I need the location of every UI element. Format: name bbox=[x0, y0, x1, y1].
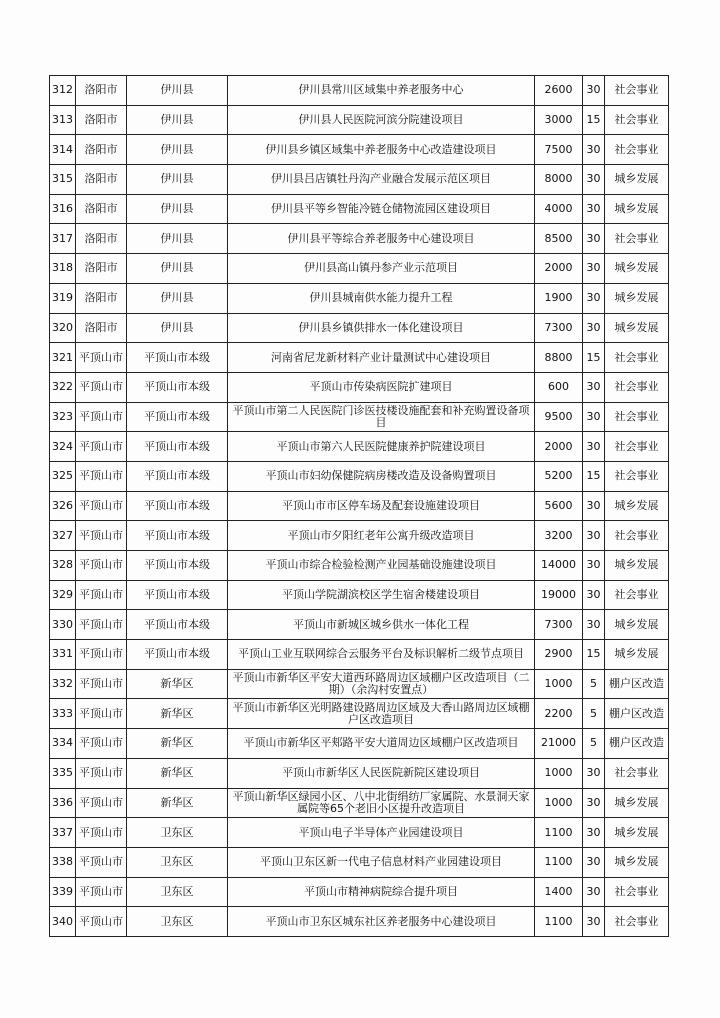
category-cell: 社会事业 bbox=[605, 580, 669, 610]
table-row bbox=[50, 610, 669, 640]
amount-cell: 5600 bbox=[535, 491, 583, 521]
table-row bbox=[50, 699, 669, 729]
term-years-cell: 30 bbox=[583, 758, 605, 788]
row-number-cell: 315 bbox=[50, 165, 76, 195]
project-name-cell: 伊川县乡镇区域集中养老服务中心改造建设项目 bbox=[228, 135, 535, 165]
city-cell: 平顶山市 bbox=[76, 699, 127, 729]
term-years-cell: 30 bbox=[583, 491, 605, 521]
project-name-cell: 伊川县乡镇供排水一体化建设项目 bbox=[228, 313, 535, 343]
row-number-cell: 334 bbox=[50, 729, 76, 759]
city-cell: 洛阳市 bbox=[76, 254, 127, 284]
category-cell: 城乡发展 bbox=[605, 165, 669, 195]
city-cell: 平顶山市 bbox=[76, 402, 127, 432]
term-years-cell: 5 bbox=[583, 729, 605, 759]
category-cell: 社会事业 bbox=[605, 372, 669, 402]
term-years-cell: 30 bbox=[583, 76, 605, 106]
row-number-cell: 339 bbox=[50, 877, 76, 907]
amount-cell: 2000 bbox=[535, 254, 583, 284]
amount-cell: 7500 bbox=[535, 135, 583, 165]
table-row bbox=[50, 283, 669, 313]
table-row bbox=[50, 818, 669, 848]
category-cell: 社会事业 bbox=[605, 461, 669, 491]
amount-cell: 5200 bbox=[535, 461, 583, 491]
project-table bbox=[49, 75, 669, 937]
category-cell: 社会事业 bbox=[605, 432, 669, 462]
term-years-cell: 30 bbox=[583, 432, 605, 462]
table-body bbox=[50, 76, 669, 937]
row-number-cell: 336 bbox=[50, 788, 76, 818]
table-row bbox=[50, 877, 669, 907]
category-cell: 社会事业 bbox=[605, 135, 669, 165]
city-cell: 平顶山市 bbox=[76, 907, 127, 937]
city-cell: 洛阳市 bbox=[76, 224, 127, 254]
table-row bbox=[50, 461, 669, 491]
row-number-cell: 337 bbox=[50, 818, 76, 848]
amount-cell: 4000 bbox=[535, 194, 583, 224]
term-years-cell: 30 bbox=[583, 165, 605, 195]
amount-cell: 1000 bbox=[535, 758, 583, 788]
term-years-cell: 15 bbox=[583, 343, 605, 373]
project-name-cell: 伊川县平等综合养老服务中心建设项目 bbox=[228, 224, 535, 254]
term-years-cell: 5 bbox=[583, 669, 605, 699]
county-cell: 新华区 bbox=[127, 729, 228, 759]
amount-cell: 2200 bbox=[535, 699, 583, 729]
amount-cell: 7300 bbox=[535, 610, 583, 640]
category-cell: 城乡发展 bbox=[605, 610, 669, 640]
table-row bbox=[50, 729, 669, 759]
table-row bbox=[50, 254, 669, 284]
category-cell: 城乡发展 bbox=[605, 551, 669, 581]
amount-cell: 1900 bbox=[535, 283, 583, 313]
category-cell: 棚户区改造 bbox=[605, 699, 669, 729]
table-row bbox=[50, 432, 669, 462]
county-cell: 平顶山市本级 bbox=[127, 521, 228, 551]
city-cell: 平顶山市 bbox=[76, 729, 127, 759]
row-number-cell: 320 bbox=[50, 313, 76, 343]
county-cell: 平顶山市本级 bbox=[127, 640, 228, 670]
table-row bbox=[50, 194, 669, 224]
amount-cell: 1000 bbox=[535, 669, 583, 699]
county-cell: 卫东区 bbox=[127, 847, 228, 877]
project-name-cell: 河南省尼龙新材料产业计量测试中心建设项目 bbox=[228, 343, 535, 373]
amount-cell: 1400 bbox=[535, 877, 583, 907]
row-number-cell: 326 bbox=[50, 491, 76, 521]
row-number-cell: 325 bbox=[50, 461, 76, 491]
city-cell: 平顶山市 bbox=[76, 640, 127, 670]
term-years-cell: 30 bbox=[583, 283, 605, 313]
city-cell: 平顶山市 bbox=[76, 847, 127, 877]
project-name-cell: 伊川县人民医院河滨分院建设项目 bbox=[228, 105, 535, 135]
term-years-cell: 30 bbox=[583, 372, 605, 402]
term-years-cell: 15 bbox=[583, 461, 605, 491]
row-number-cell: 335 bbox=[50, 758, 76, 788]
amount-cell: 2900 bbox=[535, 640, 583, 670]
project-name-cell: 平顶山市精神病院综合提升项目 bbox=[228, 877, 535, 907]
amount-cell: 14000 bbox=[535, 551, 583, 581]
project-name-cell: 平顶山市综合检验检测产业园基础设施建设项目 bbox=[228, 551, 535, 581]
row-number-cell: 317 bbox=[50, 224, 76, 254]
city-cell: 平顶山市 bbox=[76, 580, 127, 610]
category-cell: 社会事业 bbox=[605, 224, 669, 254]
term-years-cell: 30 bbox=[583, 551, 605, 581]
county-cell: 平顶山市本级 bbox=[127, 372, 228, 402]
project-name-cell: 平顶山卫东区新一代电子信息材料产业园建设项目 bbox=[228, 847, 535, 877]
amount-cell: 2600 bbox=[535, 76, 583, 106]
row-number-cell: 338 bbox=[50, 847, 76, 877]
county-cell: 平顶山市本级 bbox=[127, 343, 228, 373]
table-row bbox=[50, 402, 669, 432]
project-name-cell: 平顶山市第六人民医院健康养护院建设项目 bbox=[228, 432, 535, 462]
project-name-cell: 平顶山市市区停车场及配套设施建设项目 bbox=[228, 491, 535, 521]
county-cell: 伊川县 bbox=[127, 313, 228, 343]
amount-cell: 3200 bbox=[535, 521, 583, 551]
row-number-cell: 322 bbox=[50, 372, 76, 402]
term-years-cell: 30 bbox=[583, 521, 605, 551]
row-number-cell: 328 bbox=[50, 551, 76, 581]
row-number-cell: 329 bbox=[50, 580, 76, 610]
table-row bbox=[50, 669, 669, 699]
category-cell: 棚户区改造 bbox=[605, 729, 669, 759]
project-name-cell: 伊川县城南供水能力提升工程 bbox=[228, 283, 535, 313]
county-cell: 伊川县 bbox=[127, 135, 228, 165]
amount-cell: 3000 bbox=[535, 105, 583, 135]
county-cell: 伊川县 bbox=[127, 105, 228, 135]
table-row bbox=[50, 758, 669, 788]
table-row bbox=[50, 135, 669, 165]
row-number-cell: 323 bbox=[50, 402, 76, 432]
city-cell: 平顶山市 bbox=[76, 758, 127, 788]
term-years-cell: 30 bbox=[583, 402, 605, 432]
project-name-cell: 平顶山市第二人民医院门诊医技楼设施配套和补充购置设备项目 bbox=[228, 402, 535, 432]
table-row bbox=[50, 580, 669, 610]
category-cell: 城乡发展 bbox=[605, 283, 669, 313]
table-row bbox=[50, 788, 669, 818]
term-years-cell: 30 bbox=[583, 194, 605, 224]
project-name-cell: 平顶山市夕阳红老年公寓升级改造项目 bbox=[228, 521, 535, 551]
city-cell: 洛阳市 bbox=[76, 313, 127, 343]
county-cell: 伊川县 bbox=[127, 194, 228, 224]
project-name-cell: 平顶山市新华区平郏路平安大道周边区域棚户区改造项目 bbox=[228, 729, 535, 759]
county-cell: 伊川县 bbox=[127, 165, 228, 195]
city-cell: 平顶山市 bbox=[76, 461, 127, 491]
amount-cell: 600 bbox=[535, 372, 583, 402]
project-name-cell: 平顶山市卫东区城东社区养老服务中心建设项目 bbox=[228, 907, 535, 937]
category-cell: 城乡发展 bbox=[605, 491, 669, 521]
table-row bbox=[50, 847, 669, 877]
term-years-cell: 30 bbox=[583, 313, 605, 343]
city-cell: 平顶山市 bbox=[76, 491, 127, 521]
project-name-cell: 平顶山学院湖滨校区学生宿舍楼建设项目 bbox=[228, 580, 535, 610]
amount-cell: 1100 bbox=[535, 847, 583, 877]
table-row bbox=[50, 224, 669, 254]
table-row bbox=[50, 521, 669, 551]
county-cell: 新华区 bbox=[127, 758, 228, 788]
project-name-cell: 伊川县平等乡智能冷链仓储物流园区建设项目 bbox=[228, 194, 535, 224]
category-cell: 城乡发展 bbox=[605, 818, 669, 848]
amount-cell: 9500 bbox=[535, 402, 583, 432]
row-number-cell: 312 bbox=[50, 76, 76, 106]
project-name-cell: 伊川县高山镇丹参产业示范项目 bbox=[228, 254, 535, 284]
term-years-cell: 30 bbox=[583, 580, 605, 610]
city-cell: 洛阳市 bbox=[76, 105, 127, 135]
row-number-cell: 327 bbox=[50, 521, 76, 551]
table-row bbox=[50, 491, 669, 521]
city-cell: 洛阳市 bbox=[76, 283, 127, 313]
amount-cell: 1100 bbox=[535, 907, 583, 937]
project-name-cell: 平顶山工业互联网综合云服务平台及标识解析二级节点项目 bbox=[228, 640, 535, 670]
county-cell: 平顶山市本级 bbox=[127, 432, 228, 462]
category-cell: 社会事业 bbox=[605, 343, 669, 373]
city-cell: 平顶山市 bbox=[76, 610, 127, 640]
city-cell: 洛阳市 bbox=[76, 135, 127, 165]
project-name-cell: 伊川县吕店镇牡丹沟产业融合发展示范区项目 bbox=[228, 165, 535, 195]
city-cell: 平顶山市 bbox=[76, 432, 127, 462]
city-cell: 洛阳市 bbox=[76, 76, 127, 106]
category-cell: 城乡发展 bbox=[605, 254, 669, 284]
county-cell: 平顶山市本级 bbox=[127, 402, 228, 432]
city-cell: 平顶山市 bbox=[76, 343, 127, 373]
project-name-cell: 平顶山市新城区城乡供水一体化工程 bbox=[228, 610, 535, 640]
project-name-cell: 平顶山市新华区光明路建设路周边区域及大香山路周边区域棚户区改造项目 bbox=[228, 699, 535, 729]
row-number-cell: 340 bbox=[50, 907, 76, 937]
row-number-cell: 313 bbox=[50, 105, 76, 135]
row-number-cell: 321 bbox=[50, 343, 76, 373]
amount-cell: 8800 bbox=[535, 343, 583, 373]
county-cell: 平顶山市本级 bbox=[127, 491, 228, 521]
amount-cell: 21000 bbox=[535, 729, 583, 759]
term-years-cell: 15 bbox=[583, 105, 605, 135]
row-number-cell: 333 bbox=[50, 699, 76, 729]
category-cell: 社会事业 bbox=[605, 76, 669, 106]
category-cell: 社会事业 bbox=[605, 521, 669, 551]
county-cell: 伊川县 bbox=[127, 283, 228, 313]
category-cell: 城乡发展 bbox=[605, 788, 669, 818]
term-years-cell: 30 bbox=[583, 847, 605, 877]
category-cell: 社会事业 bbox=[605, 402, 669, 432]
table-row bbox=[50, 105, 669, 135]
project-name-cell: 平顶山市妇幼保健院病房楼改造及设备购置项目 bbox=[228, 461, 535, 491]
table-row bbox=[50, 76, 669, 106]
amount-cell: 1000 bbox=[535, 788, 583, 818]
county-cell: 平顶山市本级 bbox=[127, 551, 228, 581]
category-cell: 社会事业 bbox=[605, 758, 669, 788]
term-years-cell: 30 bbox=[583, 877, 605, 907]
category-cell: 棚户区改造 bbox=[605, 669, 669, 699]
term-years-cell: 15 bbox=[583, 640, 605, 670]
term-years-cell: 30 bbox=[583, 224, 605, 254]
category-cell: 城乡发展 bbox=[605, 194, 669, 224]
category-cell: 城乡发展 bbox=[605, 313, 669, 343]
category-cell: 城乡发展 bbox=[605, 640, 669, 670]
county-cell: 伊川县 bbox=[127, 76, 228, 106]
row-number-cell: 324 bbox=[50, 432, 76, 462]
county-cell: 平顶山市本级 bbox=[127, 461, 228, 491]
county-cell: 新华区 bbox=[127, 669, 228, 699]
amount-cell: 2000 bbox=[535, 432, 583, 462]
table-row bbox=[50, 372, 669, 402]
project-name-cell: 伊川县常川区域集中养老服务中心 bbox=[228, 76, 535, 106]
city-cell: 平顶山市 bbox=[76, 788, 127, 818]
table-row bbox=[50, 165, 669, 195]
city-cell: 平顶山市 bbox=[76, 551, 127, 581]
row-number-cell: 332 bbox=[50, 669, 76, 699]
amount-cell: 8500 bbox=[535, 224, 583, 254]
term-years-cell: 30 bbox=[583, 610, 605, 640]
city-cell: 洛阳市 bbox=[76, 194, 127, 224]
county-cell: 卫东区 bbox=[127, 907, 228, 937]
project-name-cell: 平顶山市传染病医院扩建项目 bbox=[228, 372, 535, 402]
county-cell: 平顶山市本级 bbox=[127, 580, 228, 610]
category-cell: 城乡发展 bbox=[605, 847, 669, 877]
amount-cell: 8000 bbox=[535, 165, 583, 195]
project-name-cell: 平顶山市新华区人民医院新院区建设项目 bbox=[228, 758, 535, 788]
city-cell: 平顶山市 bbox=[76, 372, 127, 402]
row-number-cell: 331 bbox=[50, 640, 76, 670]
row-number-cell: 330 bbox=[50, 610, 76, 640]
category-cell: 社会事业 bbox=[605, 907, 669, 937]
term-years-cell: 5 bbox=[583, 699, 605, 729]
term-years-cell: 30 bbox=[583, 907, 605, 937]
amount-cell: 1100 bbox=[535, 818, 583, 848]
county-cell: 卫东区 bbox=[127, 818, 228, 848]
project-name-cell: 平顶山市新华区平安大道西环路周边区域棚户区改造项目（二期）（余沟村安置点） bbox=[228, 669, 535, 699]
term-years-cell: 30 bbox=[583, 254, 605, 284]
county-cell: 新华区 bbox=[127, 788, 228, 818]
row-number-cell: 314 bbox=[50, 135, 76, 165]
table-row bbox=[50, 640, 669, 670]
category-cell: 社会事业 bbox=[605, 877, 669, 907]
city-cell: 平顶山市 bbox=[76, 877, 127, 907]
amount-cell: 19000 bbox=[535, 580, 583, 610]
row-number-cell: 316 bbox=[50, 194, 76, 224]
table-row bbox=[50, 313, 669, 343]
project-name-cell: 平顶山新华区绿园小区、八中北街绢纺厂家属院、水景洞天家属院等65个老旧小区提升改造项目 bbox=[228, 788, 535, 818]
city-cell: 平顶山市 bbox=[76, 669, 127, 699]
county-cell: 卫东区 bbox=[127, 877, 228, 907]
city-cell: 平顶山市 bbox=[76, 818, 127, 848]
county-cell: 新华区 bbox=[127, 699, 228, 729]
county-cell: 伊川县 bbox=[127, 224, 228, 254]
row-number-cell: 319 bbox=[50, 283, 76, 313]
row-number-cell: 318 bbox=[50, 254, 76, 284]
table-row bbox=[50, 907, 669, 937]
category-cell: 社会事业 bbox=[605, 105, 669, 135]
project-name-cell: 平顶山电子半导体产业园建设项目 bbox=[228, 818, 535, 848]
term-years-cell: 30 bbox=[583, 818, 605, 848]
amount-cell: 7300 bbox=[535, 313, 583, 343]
term-years-cell: 30 bbox=[583, 135, 605, 165]
table-row bbox=[50, 343, 669, 373]
county-cell: 伊川县 bbox=[127, 254, 228, 284]
city-cell: 洛阳市 bbox=[76, 165, 127, 195]
table-row bbox=[50, 551, 669, 581]
city-cell: 平顶山市 bbox=[76, 521, 127, 551]
term-years-cell: 30 bbox=[583, 788, 605, 818]
county-cell: 平顶山市本级 bbox=[127, 610, 228, 640]
